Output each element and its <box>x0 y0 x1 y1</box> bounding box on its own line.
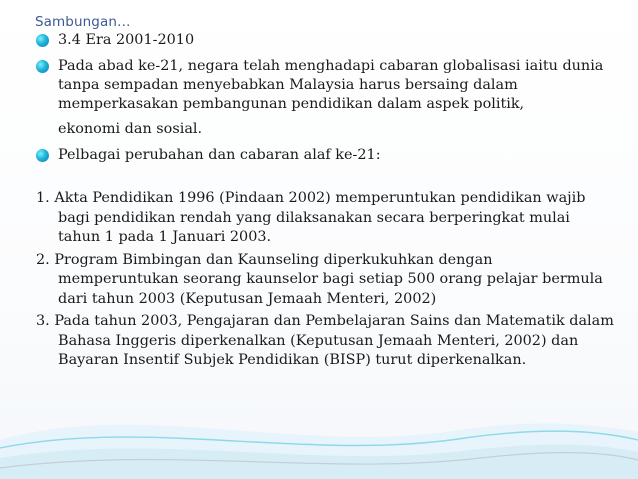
bullet-icon <box>36 34 49 47</box>
bullet-icon <box>36 149 49 162</box>
item-number: 3. <box>36 313 50 329</box>
slide-body <box>36 31 616 371</box>
numbered-item <box>36 251 616 310</box>
bullet-text: 3.4 Era 2001-2010 <box>58 32 195 48</box>
bullet-item <box>36 57 616 139</box>
item-text: Pada tahun 2003, Pengajaran dan Pembelajaran Sains dan Matematik dalam Bahasa Inggeris diperkenalkan (Keputusan Jemaah Menteri, 2002) dan Bayaran Insentif Subjek Pendidikan (BISP) turut diperkenalkan. <box>54 313 614 368</box>
bullet-text-continuation: ekonomi dan sosial. <box>58 121 203 137</box>
item-number: 1. <box>36 190 50 206</box>
slide-header: Sambungan… <box>35 14 131 30</box>
item-number: 2. <box>36 251 50 268</box>
bullet-item <box>36 31 616 50</box>
item-text: Akta Pendidikan 1996 (Pindaan 2002) memperuntukan pendidikan wajib bagi pendidikan rendah yang dilaksanakan secara berperingkat mulai tahun 1 pada 1 Januari 2003. <box>54 190 586 245</box>
bullet-icon <box>36 60 49 73</box>
item-text: Program Bimbingan dan Kaunseling diperkukuhkan dengan memperuntukan seorang kaunselor bagi setiap 500 orang pelajar bermula dari tahun 2003 (Keputusan Jemaah Menteri, 2002) <box>54 251 603 307</box>
bullet-text: Pada abad ke-21, negara telah menghadapi cabaran globalisasi iaitu dunia tanpa sempadan menyebabkan Malaysia harus bersaing dalam memperkasakan pembangunan pendidikan dalam aspek politik, <box>58 58 604 112</box>
numbered-item <box>36 189 616 248</box>
bullet-text: Pelbagai perubahan dan cabaran alaf ke-21: <box>58 147 381 163</box>
bullet-item <box>36 146 616 165</box>
numbered-item <box>36 312 616 371</box>
